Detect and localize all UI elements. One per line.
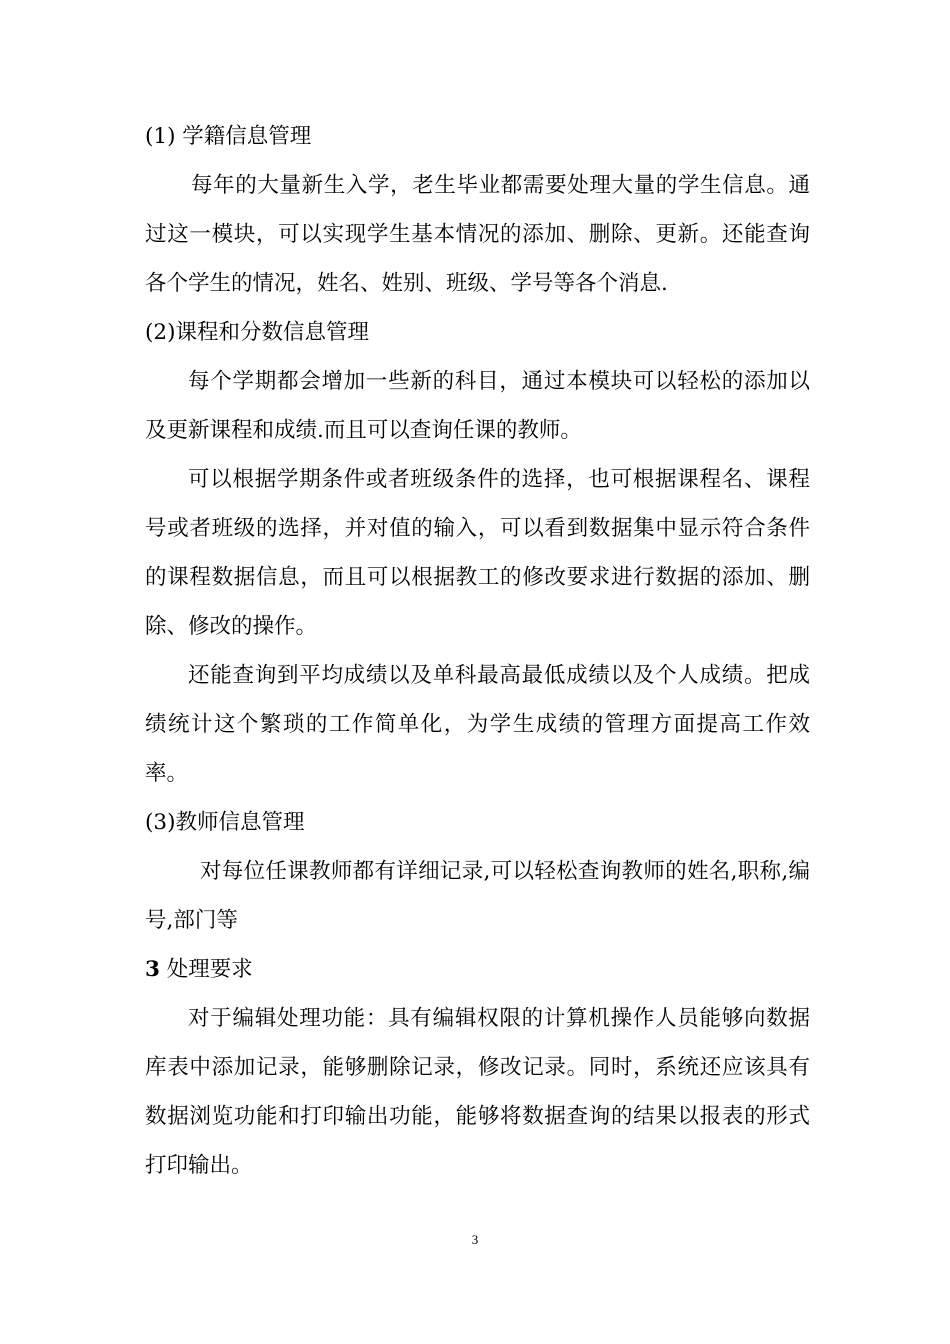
paragraph-student-records: 每年的大量新生入学，老生毕业都需要处理大量的学生信息。通过这一模块，可以实现学生基本情况的添加、删除、更新。还能查询各个学生的情况，姓名、姓别、班级、学号等各个消息.	[145, 173, 810, 296]
page-number: 3	[471, 1232, 479, 1247]
section-heading-teacher-info: (3)教师信息管理	[145, 810, 305, 835]
chapter-title: 处理要求	[159, 957, 253, 982]
paragraph-processing-requirements: 对于编辑处理功能：具有编辑权限的计算机操作人员能够向数据库表中添加记录，能够删除记录，修改记录。同时，系统还应该具有数据浏览功能和打印输出功能，能够将数据查询的结果以报表的形式打印输出。	[145, 1006, 810, 1178]
chapter-number: 3	[145, 957, 160, 982]
section-heading-student-records: (1) 学籍信息管理	[145, 124, 312, 149]
section-heading-course-scores: (2)课程和分数信息管理	[145, 320, 369, 345]
paragraph-teacher-info: 对每位任课教师都有详细记录,可以轻松查询教师的姓名,职称,编号,部门等	[145, 859, 810, 933]
chapter-heading-processing-requirements	[145, 945, 810, 994]
paragraph-course-scores-2: 可以根据学期条件或者班级条件的选择，也可根据课程名、课程号或者班级的选择，并对值的输入，可以看到数据集中显示符合条件的课程数据信息，而且可以根据教工的修改要求进行数据的添加、删除、修改的操作。	[145, 467, 810, 639]
paragraph-course-scores-3: 还能查询到平均成绩以及单科最高最低成绩以及个人成绩。把成绩统计这个繁琐的工作简单化，为学生成绩的管理方面提高工作效率。	[145, 663, 810, 786]
document-body	[145, 112, 810, 1190]
paragraph-course-scores-1: 每个学期都会增加一些新的科目，通过本模块可以轻松的添加以及更新课程和成绩.而且可以查询任课的教师。	[145, 369, 810, 443]
